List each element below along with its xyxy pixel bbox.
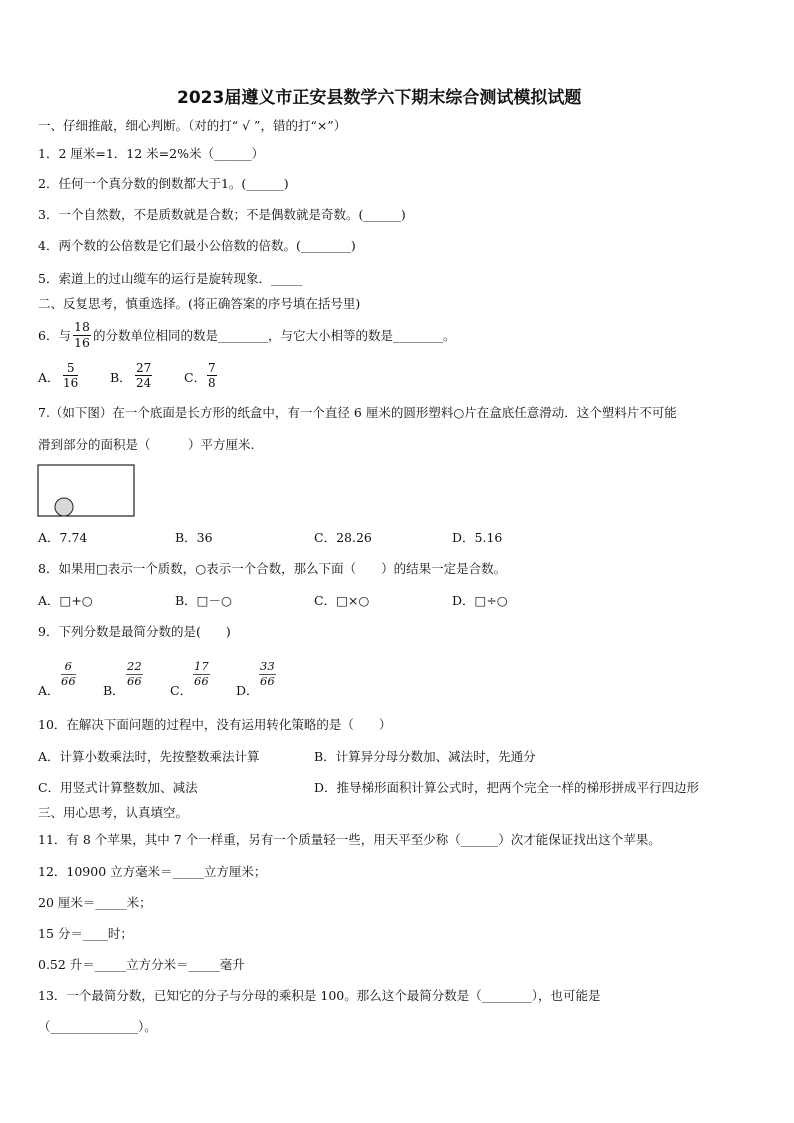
q6-option-b-label: B． (110, 370, 132, 385)
q9-option-d-label: D． (236, 683, 259, 698)
fraction-denominator: 66 (127, 673, 142, 688)
question-8: 8．如果用□表示一个质数，○表示一个合数，那么下面（ ）的结果一定是合数。 (38, 561, 507, 576)
question-12-part3: 15 分＝____时； (38, 926, 133, 941)
fraction-numerator: 7 (208, 361, 216, 375)
q7-option-d: D．5.16 (452, 530, 503, 545)
q9-option-b-fraction (126, 661, 143, 687)
fraction-denominator: 16 (63, 376, 79, 390)
question-12-part1: 12．10900 立方毫米＝_____立方厘米； (38, 864, 267, 879)
q9-option-a-label: A． (38, 683, 60, 698)
q6-option-a-fraction (63, 362, 78, 389)
question-9: 9．下列分数是最简分数的是( ) (38, 624, 231, 639)
question-4: 4．两个数的公倍数是它们最小公倍数的倍数。(________) (38, 238, 356, 253)
question-13-line1: 13．一个最简分数，已知它的分子与分母的乘积是 100。那么这个最简分数是（________），也可能是 (38, 988, 601, 1003)
q8-option-b: B．□－○ (175, 593, 232, 608)
q8-option-a: A．□+○ (38, 593, 93, 608)
q6-option-c-fraction (207, 362, 217, 389)
q7-option-b: B．36 (175, 530, 213, 545)
fraction-denominator: 66 (61, 673, 76, 688)
question-6-text: 的分数单位相同的数是________，与它大小相等的数是________。 (93, 328, 456, 343)
fraction-denominator: 66 (194, 673, 209, 688)
question-12-part2: 20 厘米＝_____米； (38, 895, 152, 910)
q10-option-c: C．用竖式计算整数加、减法 (38, 780, 198, 795)
question-7-line1: 7.（如下图）在一个底面是长方形的纸盒中，有一个直径 6 厘米的圆形塑料○片在盒底任意滑动．这个塑料片不可能 (38, 405, 677, 420)
circular-disc (55, 498, 73, 516)
q9-option-c-fraction (193, 661, 210, 687)
question-6-fraction (73, 321, 91, 349)
fraction-denominator: 8 (208, 376, 216, 390)
q10-option-d: D．推导梯形面积计算公式时，把两个完全一样的梯形拼成平行四边形 (314, 780, 700, 795)
q10-option-b: B．计算异分母分数加、减法时，先通分 (314, 749, 536, 764)
q6-option-a-label: A． (38, 370, 60, 385)
page-title: 2023届遵义市正安县数学六下期末综合测试模拟试题 (177, 88, 582, 108)
fraction-denominator: 16 (74, 334, 90, 350)
question-12-part4: 0.52 升＝_____立方分米＝_____毫升 (38, 957, 245, 972)
q9-option-c-label: C． (170, 683, 193, 698)
q6-option-b-fraction (135, 362, 152, 389)
fraction-numerator: 33 (260, 659, 275, 673)
fraction-numerator: 5 (63, 362, 78, 376)
q9-option-d-fraction (259, 661, 276, 687)
question-11: 11．有 8 个苹果，其中 7 个一样重，另有一个质量轻一些，用天平至少称（______）次才能保证找出这个苹果。 (38, 832, 661, 847)
fraction-numerator: 17 (194, 659, 209, 673)
fraction-denominator: 24 (136, 376, 152, 390)
section-heading-fill: 三、用心思考，认真填空。 (38, 805, 189, 820)
q7-option-c: C．28.26 (314, 530, 372, 545)
fraction-numerator: 27 (136, 361, 152, 375)
section-heading-choice: 二、反复思考，慎重选择。(将正确答案的序号填在括号里) (38, 296, 361, 311)
fraction-numerator: 22 (127, 659, 142, 673)
q9-option-b-label: B． (103, 683, 125, 698)
question-10: 10．在解决下面问题的过程中，没有运用转化策略的是（ ） (38, 717, 392, 732)
fraction-numerator: 18 (74, 319, 90, 334)
question-1: 1．2 厘米=1．12 米=2%米（______） (38, 146, 264, 161)
fraction-numerator: 6 (61, 661, 76, 675)
q8-option-c: C．□×○ (314, 593, 370, 608)
question-2: 2．任何一个真分数的倒数都大于1。(______) (38, 176, 289, 191)
rectangle-box (38, 465, 134, 516)
q10-option-a: A．计算小数乘法时，先按整数乘法计算 (38, 749, 260, 764)
q7-option-a: A．7.74 (38, 530, 88, 545)
question-13-line2: （______________）。 (38, 1019, 157, 1034)
section-heading-judgement: 一、仔细推敲，细心判断。（对的打“ √ ”，错的打“×”） (38, 118, 347, 133)
q9-option-a-fraction (61, 661, 76, 687)
fraction-denominator: 66 (260, 673, 275, 688)
question-7-line2: 滑到部分的面积是（ ）平方厘米. (38, 437, 255, 452)
question-5: 5．索道上的过山缆车的运行是旋转现象．_____ (38, 271, 303, 286)
q6-option-c-label: C． (184, 370, 207, 385)
question-3: 3．一个自然数，不是质数就是合数；不是偶数就是奇数。(______) (38, 207, 406, 222)
question-6-prefix: 6．与 (38, 328, 71, 343)
box-with-disc-figure (37, 464, 137, 520)
q8-option-d: D．□÷○ (452, 593, 508, 608)
